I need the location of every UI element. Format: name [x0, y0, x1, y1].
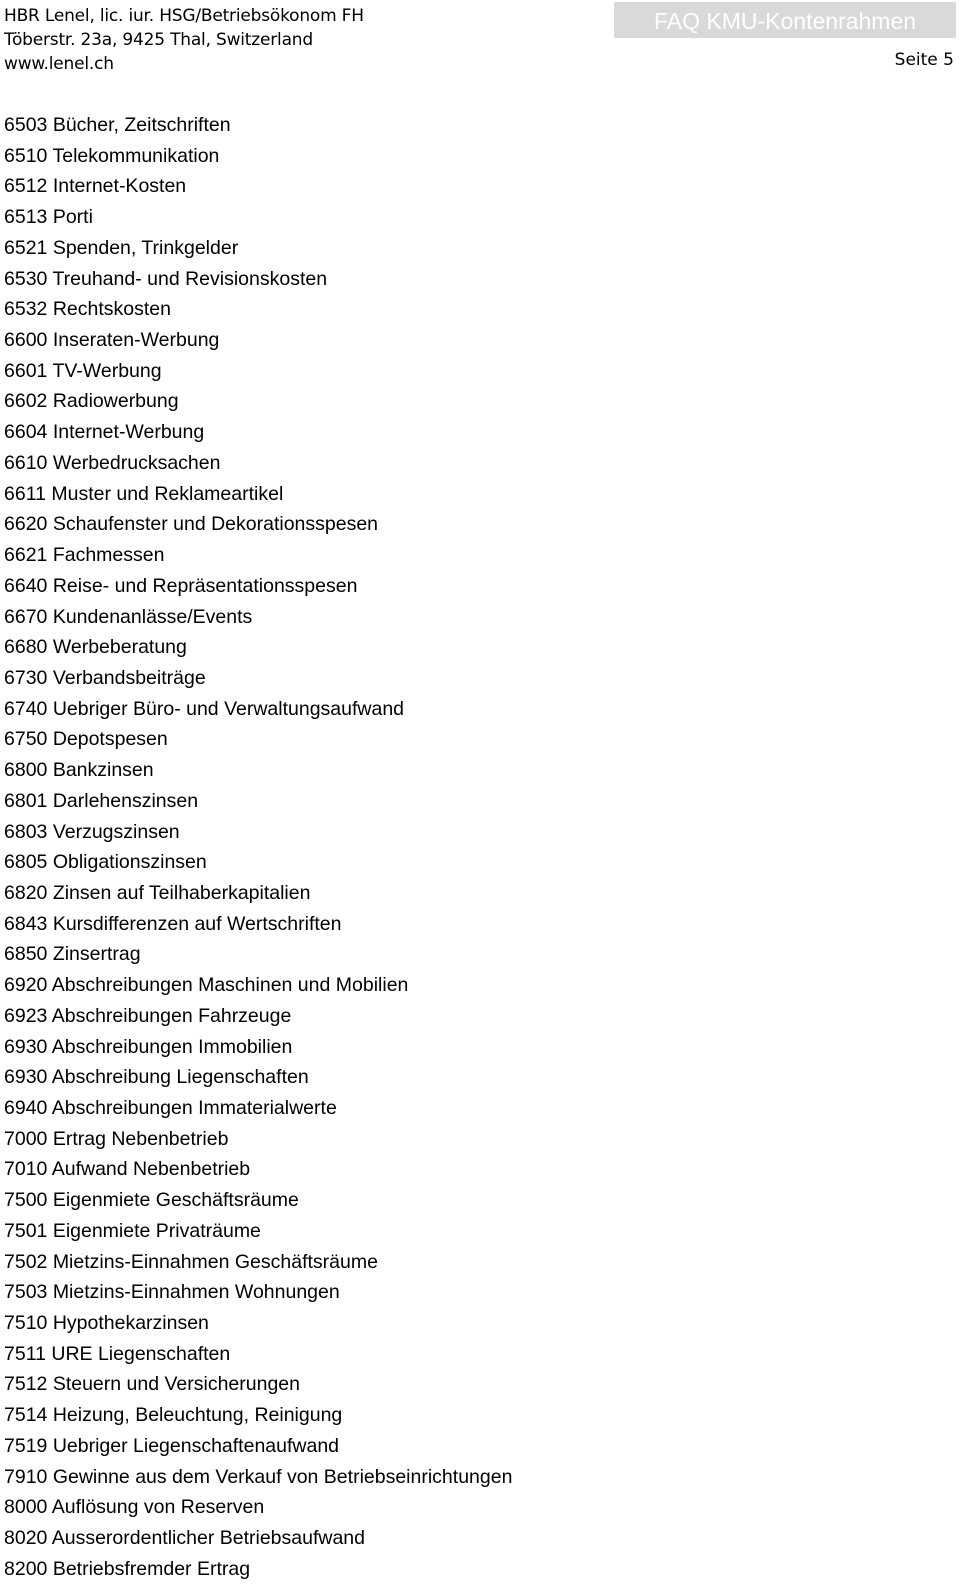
account-name: Inseraten-Werbung [52, 329, 220, 352]
account-row [4, 264, 512, 295]
account-row [4, 1431, 512, 1462]
account-row [4, 755, 512, 786]
account-code: 6530 [4, 267, 48, 290]
account-code: 6503 [4, 114, 48, 136]
account-row [4, 1216, 512, 1247]
account-name: Eigenmiete Geschäftsräume [52, 1189, 299, 1212]
account-code: 6680 [4, 636, 48, 659]
account-code: 6600 [4, 329, 48, 352]
account-row [4, 1093, 512, 1124]
account-name: Fachmessen [52, 544, 165, 567]
account-row [4, 1554, 512, 1585]
account-code: 6930 [4, 1035, 48, 1058]
account-row [4, 356, 512, 387]
account-name: Verbandsbeiträge [52, 666, 206, 689]
account-code: 6800 [4, 759, 48, 782]
account-name: Spenden, Trinkgelder [52, 236, 239, 259]
account-row [4, 509, 512, 540]
account-name: Auflösung von Reserven [51, 1496, 265, 1519]
account-code: 8020 [4, 1527, 48, 1550]
account-code: 6750 [4, 728, 48, 751]
account-row [4, 325, 512, 356]
account-row [4, 540, 512, 571]
account-name: TV-Werbung [52, 359, 162, 382]
account-name: Kundenanlässe/Events [52, 605, 253, 628]
account-name: Porti [52, 206, 93, 229]
account-code: 6801 [4, 789, 48, 812]
account-row [4, 632, 512, 663]
account-row [4, 1062, 512, 1093]
account-code: 6820 [4, 881, 48, 904]
account-name: Internet-Kosten [52, 175, 187, 198]
page-header-left [4, 4, 364, 76]
account-row [4, 1308, 512, 1339]
account-row [4, 171, 512, 202]
account-code: 6513 [4, 206, 48, 229]
account-row [4, 1400, 512, 1431]
address-line: Töberstr. 23a, 9425 Thal, Switzerland [4, 30, 313, 50]
account-code: 7502 [4, 1250, 48, 1273]
account-code: 6930 [4, 1066, 48, 1089]
account-code: 6923 [4, 1004, 48, 1027]
account-code: 6512 [4, 175, 48, 198]
account-name: Abschreibung Liegenschaften [51, 1066, 309, 1089]
account-name: URE Liegenschaften [51, 1342, 231, 1365]
account-code: 7512 [4, 1373, 48, 1396]
account-row [4, 1124, 512, 1155]
account-row [4, 1247, 512, 1278]
account-row [4, 1032, 512, 1063]
account-name: Zinsen auf Teilhaberkapitalien [52, 881, 311, 904]
account-code: 7510 [4, 1312, 48, 1335]
account-code: 7503 [4, 1281, 48, 1304]
account-row [4, 909, 512, 940]
account-name: Treuhand- und Revisionskosten [52, 267, 328, 290]
account-row [4, 970, 512, 1001]
account-row [4, 110, 512, 141]
account-name: Muster und Reklameartikel [51, 482, 284, 505]
account-row [4, 602, 512, 633]
account-name: Eigenmiete Privaträume [52, 1219, 261, 1242]
account-row [4, 724, 512, 755]
author-line: HBR Lenel, lic. iur. HSG/Betriebsökonom FH [4, 6, 364, 26]
account-row [4, 202, 512, 233]
account-name: Rechtskosten [52, 298, 171, 321]
account-code: 6803 [4, 820, 48, 843]
account-name: Werbedrucksachen [52, 451, 221, 474]
account-name: Bücher, Zeitschriften [52, 114, 231, 136]
page-number: Seite 5 [894, 50, 954, 70]
account-row [4, 294, 512, 325]
account-name: Hypothekarzinsen [52, 1312, 209, 1335]
account-code: 8000 [4, 1496, 48, 1519]
account-row [4, 1462, 512, 1493]
account-name: Mietzins-Einnahmen Wohnungen [52, 1281, 340, 1304]
account-code: 6740 [4, 697, 48, 720]
account-name: Werbeberatung [52, 636, 187, 659]
account-row [4, 1492, 512, 1523]
account-name: Gewinne aus dem Verkauf von Betriebseinrichtungen [52, 1465, 513, 1488]
account-code: 6850 [4, 943, 48, 966]
account-name: Ausserordentlicher Betriebsaufwand [51, 1527, 365, 1550]
account-row [4, 386, 512, 417]
account-row [4, 141, 512, 172]
account-name: Telekommunikation [52, 144, 220, 167]
account-row [4, 571, 512, 602]
account-name: Ertrag Nebenbetrieb [52, 1127, 229, 1150]
account-row [4, 939, 512, 970]
account-code: 7514 [4, 1404, 48, 1427]
account-code: 6805 [4, 851, 48, 874]
account-code: 6604 [4, 421, 48, 444]
account-row [4, 1369, 512, 1400]
account-name: Abschreibungen Immaterialwerte [51, 1097, 337, 1119]
account-name: Kursdifferenzen auf Wertschriften [52, 912, 342, 935]
account-name: Mietzins-Einnahmen Geschäftsräume [52, 1250, 378, 1273]
account-code: 6611 [4, 482, 46, 505]
account-row [4, 878, 512, 909]
account-row [4, 1001, 512, 1032]
account-name: Obligationszinsen [52, 851, 207, 874]
account-code: 7511 [4, 1342, 46, 1365]
account-row [4, 786, 512, 817]
account-code: 7910 [4, 1465, 48, 1488]
account-list [4, 110, 512, 1585]
account-row [4, 817, 512, 848]
account-name: Uebriger Liegenschaftenaufwand [52, 1434, 340, 1457]
account-name: Radiowerbung [52, 390, 179, 413]
account-row [4, 448, 512, 479]
account-name: Verzugszinsen [52, 820, 180, 843]
account-code: 7500 [4, 1189, 48, 1212]
account-name: Uebriger Büro- und Verwaltungsaufwand [52, 697, 405, 720]
account-name: Abschreibungen Maschinen und Mobilien [51, 974, 409, 997]
account-row [4, 1523, 512, 1554]
account-code: 6670 [4, 605, 48, 628]
document-title: FAQ KMU-Kontenrahmen [614, 2, 956, 38]
account-row [4, 1277, 512, 1308]
account-name: Schaufenster und Dekorationsspesen [52, 513, 379, 536]
account-name: Bankzinsen [52, 759, 154, 782]
account-row [4, 479, 512, 510]
account-code: 7501 [4, 1219, 48, 1242]
account-name: Zinsertrag [52, 943, 141, 966]
account-code: 6510 [4, 144, 48, 167]
account-row [4, 663, 512, 694]
account-code: 6620 [4, 513, 48, 536]
account-code: 6521 [4, 236, 48, 259]
account-name: Depotspesen [52, 728, 168, 751]
account-code: 6940 [4, 1097, 48, 1119]
account-name: Internet-Werbung [52, 421, 205, 444]
account-code: 6730 [4, 666, 48, 689]
account-code: 6920 [4, 974, 48, 997]
account-row [4, 1154, 512, 1185]
account-code: 7519 [4, 1434, 48, 1457]
account-name: Reise- und Repräsentationsspesen [52, 574, 358, 597]
account-row [4, 1339, 512, 1370]
account-code: 6621 [4, 544, 48, 567]
account-name: Abschreibungen Fahrzeuge [51, 1004, 292, 1027]
account-code: 6532 [4, 298, 48, 321]
account-code: 6640 [4, 574, 48, 597]
account-name: Darlehenszinsen [52, 789, 199, 812]
account-row [4, 694, 512, 725]
account-name: Abschreibungen Immobilien [51, 1035, 293, 1058]
account-name: Heizung, Beleuchtung, Reinigung [52, 1404, 343, 1427]
account-code: 6843 [4, 912, 48, 935]
account-name: Aufwand Nebenbetrieb [51, 1158, 251, 1181]
account-row [4, 417, 512, 448]
account-row [4, 1185, 512, 1216]
account-code: 7000 [4, 1127, 48, 1150]
account-code: 7010 [4, 1158, 48, 1181]
account-row [4, 847, 512, 878]
account-code: 6602 [4, 390, 48, 413]
account-name: Betriebsfremder Ertrag [52, 1557, 251, 1580]
account-code: 6601 [4, 359, 48, 382]
account-code: 6610 [4, 451, 48, 474]
account-name: Steuern und Versicherungen [52, 1373, 300, 1396]
account-code: 8200 [4, 1557, 48, 1580]
website-link[interactable]: www.lenel.ch [4, 54, 114, 74]
account-row [4, 233, 512, 264]
